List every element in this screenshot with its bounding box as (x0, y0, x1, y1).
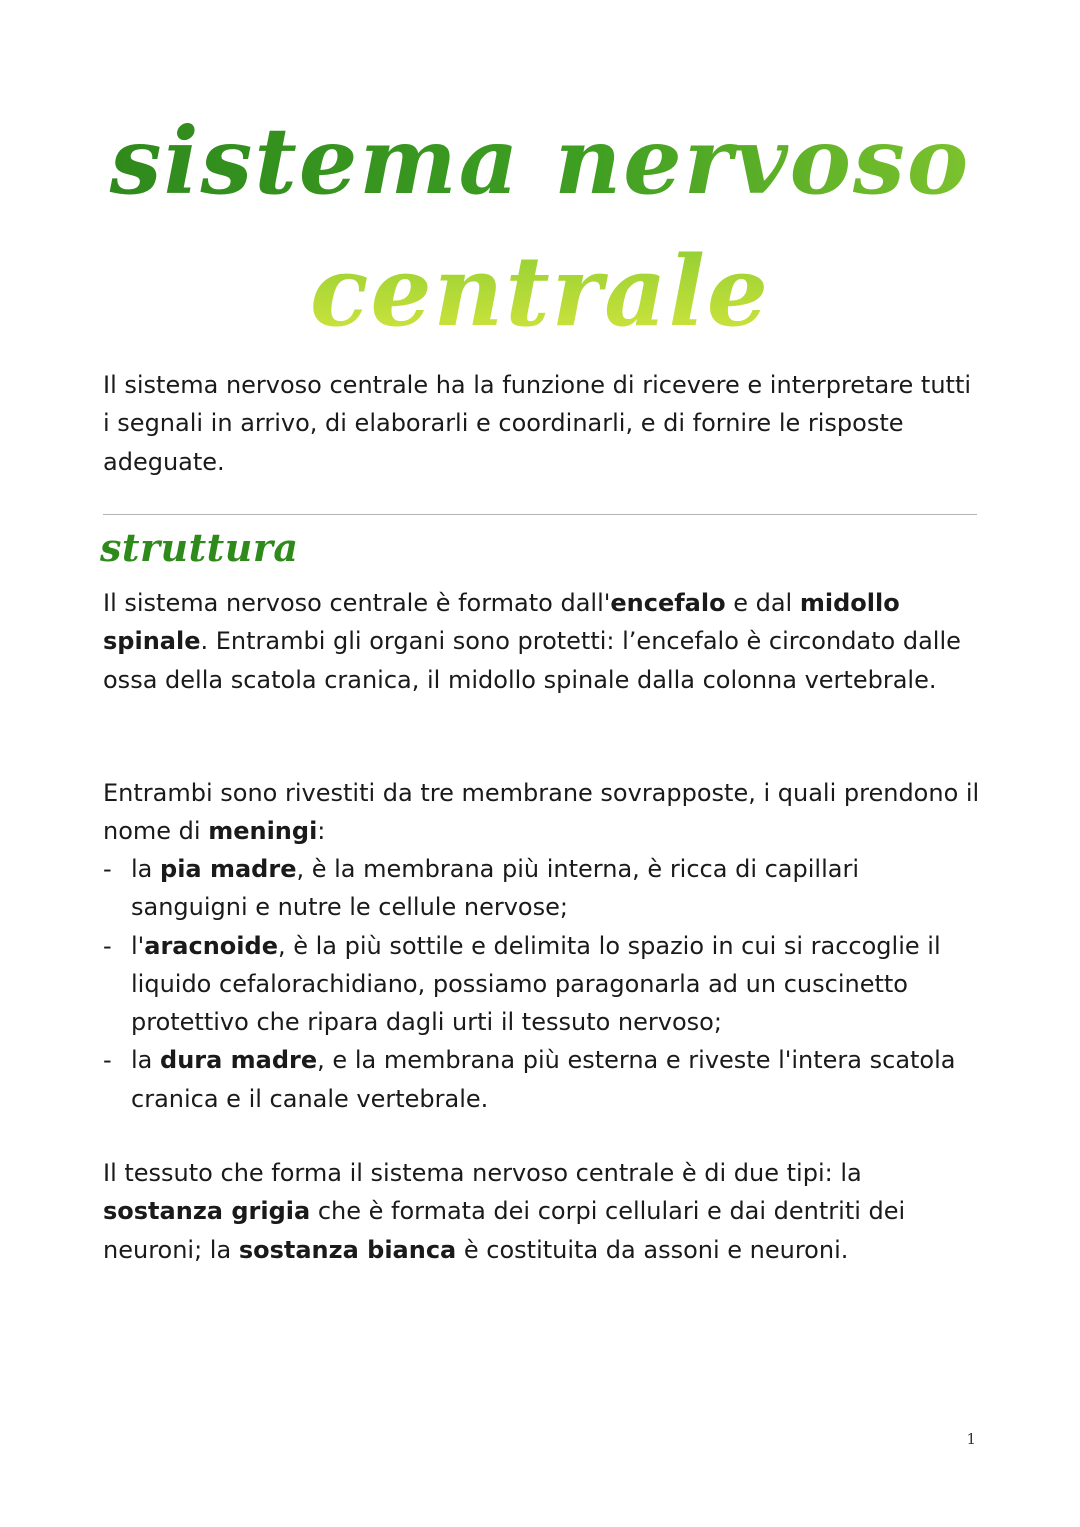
section-heading: struttura (100, 525, 299, 570)
bold-term: aracnoide (144, 931, 278, 960)
text-run: : (317, 817, 326, 846)
bold-term-sostanza-grigia: sostanza grigia (103, 1197, 311, 1226)
bold-term: pia madre (160, 855, 297, 883)
list-item-aracnoide (103, 927, 983, 1042)
meningi-intro-paragraph (103, 774, 983, 851)
list-item-dura-madre (103, 1041, 983, 1118)
text-run: e dal (725, 589, 800, 617)
list-item-pia-madre (103, 850, 983, 927)
section-divider (103, 514, 977, 515)
title-line-2: centrale (310, 235, 770, 348)
structure-paragraph (103, 584, 983, 699)
text-run: Il sistema nervoso centrale è formato dall' (103, 589, 611, 617)
intro-paragraph: Il sistema nervoso centrale ha la funzione di ricevere e interpretare tutti i segnali in arrivo, di elaborarli e coordinarli, e di fornire le risposte adeguate. (103, 371, 972, 476)
title-line-1: sistema nervoso (109, 107, 971, 215)
text-run: , è la membrana più interna, è ricca di capillari sanguigni e nutre le cellule nervose; (131, 855, 859, 922)
text-run: la (131, 855, 161, 883)
bold-term: dura madre (160, 1046, 318, 1075)
bold-term-sostanza-bianca: sostanza bianca (238, 1235, 457, 1264)
bold-term-meningi: meningi (208, 817, 318, 846)
list-dash: - (103, 855, 112, 883)
text-run: l' (131, 931, 145, 960)
page-number: 1 (966, 1430, 976, 1448)
list-dash: - (103, 1046, 112, 1075)
tissue-paragraph (103, 1154, 983, 1269)
page-title (0, 95, 1080, 360)
text-run: è costituita da assoni e neuroni. (456, 1235, 849, 1264)
text-run: la (131, 1046, 161, 1075)
text-run: . Entrambi gli organi sono protetti: l’encefalo è circondato dalle ossa della scatola cranica, il midollo spinale dalla colonna vertebrale. (103, 627, 961, 694)
text-run: Entrambi sono rivestiti da tre membrane sovrapposte, i quali prendono il nome di (103, 779, 980, 846)
bold-term-midollo-spinale: midollo spinale (103, 589, 900, 656)
list-dash: - (103, 931, 112, 960)
bold-term-encefalo: encefalo (610, 589, 726, 617)
text-run: Il tessuto che forma il sistema nervoso centrale è di due tipi: la (103, 1159, 862, 1187)
text-run: che è formata dei corpi cellulari e dai dentriti dei neuroni; la (103, 1197, 906, 1264)
text-run: , è la più sottile e delimita lo spazio in cui si raccoglie il liquido cefalorachidiano, possiamo paragonarla ad un cuscinetto protettivo che ripara dagli urti il tessuto nervoso; (131, 931, 941, 1037)
text-run: , e la membrana più esterna e riveste l'intera scatola cranica e il canale vertebrale. (131, 1046, 956, 1113)
meningi-list (103, 850, 983, 1118)
